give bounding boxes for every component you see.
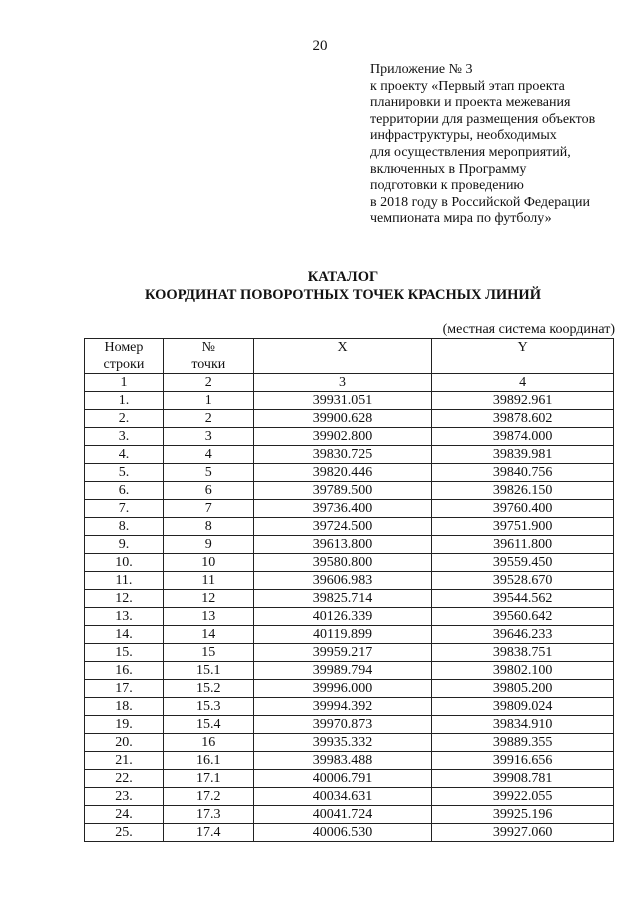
row-number-cell: 12. [85,590,164,608]
y-coordinate-cell: 39916.656 [432,752,614,770]
x-coordinate-cell: 39830.725 [253,446,432,464]
column-numbers-row [85,374,614,392]
point-number-cell: 15.3 [163,698,253,716]
x-coordinate-cell: 40119.899 [253,626,432,644]
x-coordinate-cell: 39935.332 [253,734,432,752]
header-x: X [253,339,432,374]
point-number-cell: 17.1 [163,770,253,788]
point-number-cell: 16 [163,734,253,752]
table-row [85,644,614,662]
row-number-cell: 3. [85,428,164,446]
table-row [85,536,614,554]
x-coordinate-cell: 39724.500 [253,518,432,536]
row-number-cell: 16. [85,662,164,680]
point-number-cell: 16.1 [163,752,253,770]
y-coordinate-cell: 39874.000 [432,428,614,446]
row-number-cell: 6. [85,482,164,500]
table-row [85,806,614,824]
y-coordinate-cell: 39838.751 [432,644,614,662]
y-coordinate-cell: 39826.150 [432,482,614,500]
table-body [85,392,614,842]
y-coordinate-cell: 39802.100 [432,662,614,680]
column-number: 1 [85,374,164,392]
annex-line: для осуществления мероприятий, [370,144,571,160]
annex-line: Приложение № 3 [370,62,473,77]
annex-line: планировки и проекта межевания [370,95,571,111]
y-coordinate-cell: 39751.900 [432,518,614,536]
point-number-cell: 7 [163,500,253,518]
point-number-cell: 11 [163,572,253,590]
table-row [85,680,614,698]
x-coordinate-cell: 39959.217 [253,644,432,662]
catalog-title-line1: КАТАЛОГ [307,269,379,285]
y-coordinate-cell: 39834.910 [432,716,614,734]
x-coordinate-cell: 40006.530 [253,824,432,842]
annex-line: включенных в Программу [370,161,527,177]
table-row [85,392,614,410]
y-coordinate-cell: 39544.562 [432,590,614,608]
row-number-cell: 2. [85,410,164,428]
table-row [85,662,614,680]
coordinate-system-note: (местная система координат) [442,322,615,337]
coordinates-table [84,338,614,842]
row-number-cell: 1. [85,392,164,410]
y-coordinate-cell: 39760.400 [432,500,614,518]
catalog-title-line2: КООРДИНАТ ПОВОРОТНЫХ ТОЧЕК КРАСНЫХ ЛИНИЙ [144,287,541,303]
table-row [85,824,614,842]
table-row [85,734,614,752]
x-coordinate-cell: 39900.628 [253,410,432,428]
table-row [85,554,614,572]
row-number-cell: 18. [85,698,164,716]
table-row [85,716,614,734]
x-coordinate-cell: 39983.488 [253,752,432,770]
point-number-cell: 14 [163,626,253,644]
row-number-cell: 25. [85,824,164,842]
x-coordinate-cell: 40041.724 [253,806,432,824]
table-row [85,428,614,446]
point-number-cell: 10 [163,554,253,572]
point-number-cell: 15.4 [163,716,253,734]
row-number-cell: 14. [85,626,164,644]
row-number-cell: 15. [85,644,164,662]
table-row [85,770,614,788]
point-number-cell: 3 [163,428,253,446]
x-coordinate-cell: 39606.983 [253,572,432,590]
annex-line: территории для размещения объектов [370,111,596,127]
point-number-cell: 17.2 [163,788,253,806]
x-coordinate-cell: 39902.800 [253,428,432,446]
row-number-cell: 24. [85,806,164,824]
table-row [85,698,614,716]
point-number-cell: 17.3 [163,806,253,824]
x-coordinate-cell: 39736.400 [253,500,432,518]
y-coordinate-cell: 39839.981 [432,446,614,464]
y-coordinate-cell: 39878.602 [432,410,614,428]
table-row [85,788,614,806]
row-number-cell: 19. [85,716,164,734]
x-coordinate-cell: 40006.791 [253,770,432,788]
annex-line: к проекту «Первый этап проекта [370,78,565,94]
y-coordinate-cell: 39892.961 [432,392,614,410]
annex-line: в 2018 году в Российской Федерации [370,194,590,210]
row-number-cell: 17. [85,680,164,698]
table-row [85,464,614,482]
table-row [85,608,614,626]
y-coordinate-cell: 39805.200 [432,680,614,698]
table-row [85,572,614,590]
point-number-cell: 15 [163,644,253,662]
row-number-cell: 9. [85,536,164,554]
row-number-cell: 8. [85,518,164,536]
x-coordinate-cell: 39580.800 [253,554,432,572]
x-coordinate-cell: 39994.392 [253,698,432,716]
row-number-cell: 20. [85,734,164,752]
y-coordinate-cell: 39646.233 [432,626,614,644]
column-number: 4 [432,374,614,392]
point-number-cell: 17.4 [163,824,253,842]
row-number-cell: 11. [85,572,164,590]
x-coordinate-cell: 40034.631 [253,788,432,806]
table-row [85,446,614,464]
y-coordinate-cell: 39809.024 [432,698,614,716]
point-number-cell: 13 [163,608,253,626]
header-y: Y [432,339,614,374]
table-row [85,410,614,428]
catalog-title [0,268,640,304]
x-coordinate-cell: 39996.000 [253,680,432,698]
y-coordinate-cell: 39611.800 [432,536,614,554]
x-coordinate-cell: 39820.446 [253,464,432,482]
x-coordinate-cell: 39931.051 [253,392,432,410]
point-number-cell: 8 [163,518,253,536]
point-number-cell: 5 [163,464,253,482]
row-number-cell: 23. [85,788,164,806]
y-coordinate-cell: 39559.450 [432,554,614,572]
table-row [85,518,614,536]
y-coordinate-cell: 39528.670 [432,572,614,590]
y-coordinate-cell: 39560.642 [432,608,614,626]
point-number-cell: 6 [163,482,253,500]
y-coordinate-cell: 39908.781 [432,770,614,788]
row-number-cell: 22. [85,770,164,788]
y-coordinate-cell: 39925.196 [432,806,614,824]
table-row [85,500,614,518]
annex-heading [370,62,632,228]
header-point-number: № точки [163,339,253,374]
annex-line: подготовки к проведению [370,178,524,194]
y-coordinate-cell: 39889.355 [432,734,614,752]
x-coordinate-cell: 39989.794 [253,662,432,680]
annex-line: чемпионата мира по футболу» [370,211,552,227]
row-number-cell: 13. [85,608,164,626]
y-coordinate-cell: 39927.060 [432,824,614,842]
y-coordinate-cell: 39840.756 [432,464,614,482]
x-coordinate-cell: 39970.873 [253,716,432,734]
x-coordinate-cell: 39789.500 [253,482,432,500]
column-number: 2 [163,374,253,392]
header-row-number: Номер строки [85,339,164,374]
row-number-cell: 21. [85,752,164,770]
annex-line: инфраструктуры, необходимых [370,128,557,144]
row-number-cell: 7. [85,500,164,518]
y-coordinate-cell: 39922.055 [432,788,614,806]
point-number-cell: 15.2 [163,680,253,698]
row-number-cell: 5. [85,464,164,482]
point-number-cell: 9 [163,536,253,554]
table-row [85,590,614,608]
point-number-cell: 2 [163,410,253,428]
point-number-cell: 12 [163,590,253,608]
table-header-row [85,339,614,374]
table-row [85,482,614,500]
column-number: 3 [253,374,432,392]
page-number: 20 [312,38,328,54]
x-coordinate-cell: 39825.714 [253,590,432,608]
point-number-cell: 4 [163,446,253,464]
x-coordinate-cell: 40126.339 [253,608,432,626]
point-number-cell: 15.1 [163,662,253,680]
row-number-cell: 4. [85,446,164,464]
table-row [85,752,614,770]
x-coordinate-cell: 39613.800 [253,536,432,554]
table-row [85,626,614,644]
point-number-cell: 1 [163,392,253,410]
row-number-cell: 10. [85,554,164,572]
